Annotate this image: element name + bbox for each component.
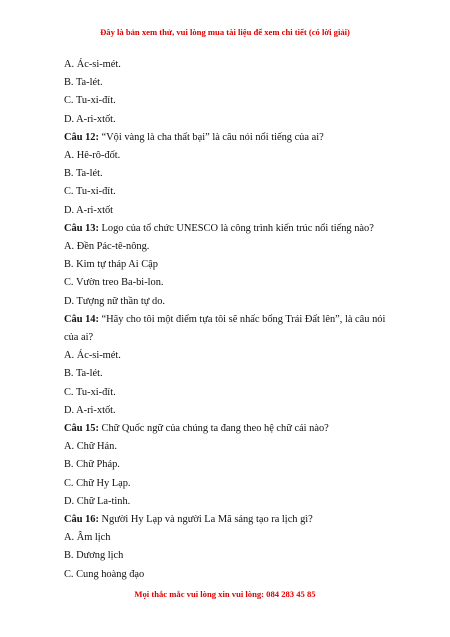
answer-option: A. Ác-si-mét.	[64, 59, 121, 70]
answer-option: B. Ta-lét.	[64, 368, 103, 380]
answer-option: B. Chữ Pháp.	[64, 459, 120, 471]
answer-option: C. Vườn treo Ba-bi-lon.	[64, 277, 164, 289]
question-text	[64, 220, 394, 238]
answer-option: A. Hê-rô-đốt.	[64, 150, 121, 162]
answer-option: A. Đền Pác-tê-nông.	[64, 241, 150, 253]
answer-option: C. Tu-xi-đít.	[64, 386, 116, 398]
question-number: Câu 14:	[64, 313, 99, 325]
answer-option: B. Ta-lét.	[64, 168, 103, 180]
question-text	[64, 311, 394, 347]
question-number: Câu 12:	[64, 131, 99, 143]
answer-option: D. A-ri-xtốt	[64, 204, 114, 216]
document-body	[64, 56, 394, 584]
question-12	[64, 129, 394, 220]
question-prompt: Logo của tổ chức UNESCO là công trình kiến trúc nổi tiếng nào?	[101, 222, 374, 234]
answer-option: C. Tu-xi-đít.	[64, 186, 116, 198]
question-prompt: Người Hy Lạp và người La Mã sáng tạo ra lịch gì?	[101, 514, 313, 526]
question-16	[64, 511, 394, 584]
answer-option: A. Ác-si-mét.	[64, 350, 121, 362]
answer-option: A. Âm lịch	[64, 532, 111, 544]
previous-options	[64, 56, 394, 129]
preview-notice-banner: Đây là bản xem thử, vui lòng mua tài liệu để xem chi tiết (có lời giải)	[100, 27, 350, 37]
answer-option: B. Dương lịch	[64, 550, 124, 562]
question-number: Câu 15:	[64, 423, 99, 435]
question-14	[64, 311, 394, 420]
question-prompt: “Vội vàng là cha thất bại” là câu nói nổi tiếng của ai?	[101, 131, 324, 143]
question-number: Câu 13:	[64, 222, 99, 234]
answer-option: D. A-ri-xtốt.	[64, 113, 116, 125]
question-prompt: Chữ Quốc ngữ của chúng ta đang theo hệ chữ cái nào?	[101, 423, 329, 435]
answer-option: B. Kim tự tháp Ai Cập	[64, 259, 158, 271]
question-text	[64, 511, 394, 529]
contact-notice-banner: Mọi thắc mắc vui lòng xin vui lòng: 084 283 45 85	[134, 589, 316, 599]
answer-option: C. Tu-xi-đít.	[64, 95, 116, 107]
answer-option: B. Ta-lét.	[64, 77, 103, 89]
answer-option: D. Tượng nữ thần tự do.	[64, 295, 165, 307]
answer-option: D. Chữ La-tinh.	[64, 495, 131, 507]
question-prompt: “Hãy cho tôi một điểm tựa tôi sẽ nhấc bổng Trái Đất lên”, là câu nói của ai?	[64, 313, 386, 344]
answer-option: D. A-ri-xtốt.	[64, 404, 116, 416]
question-13	[64, 220, 394, 311]
question-15	[64, 420, 394, 511]
question-text	[64, 129, 394, 147]
answer-option: C. Cung hoàng đạo	[64, 568, 145, 580]
question-text	[64, 420, 394, 438]
question-number: Câu 16:	[64, 514, 99, 526]
answer-option: C. Chữ Hy Lạp.	[64, 477, 131, 489]
answer-option: A. Chữ Hán.	[64, 441, 117, 453]
